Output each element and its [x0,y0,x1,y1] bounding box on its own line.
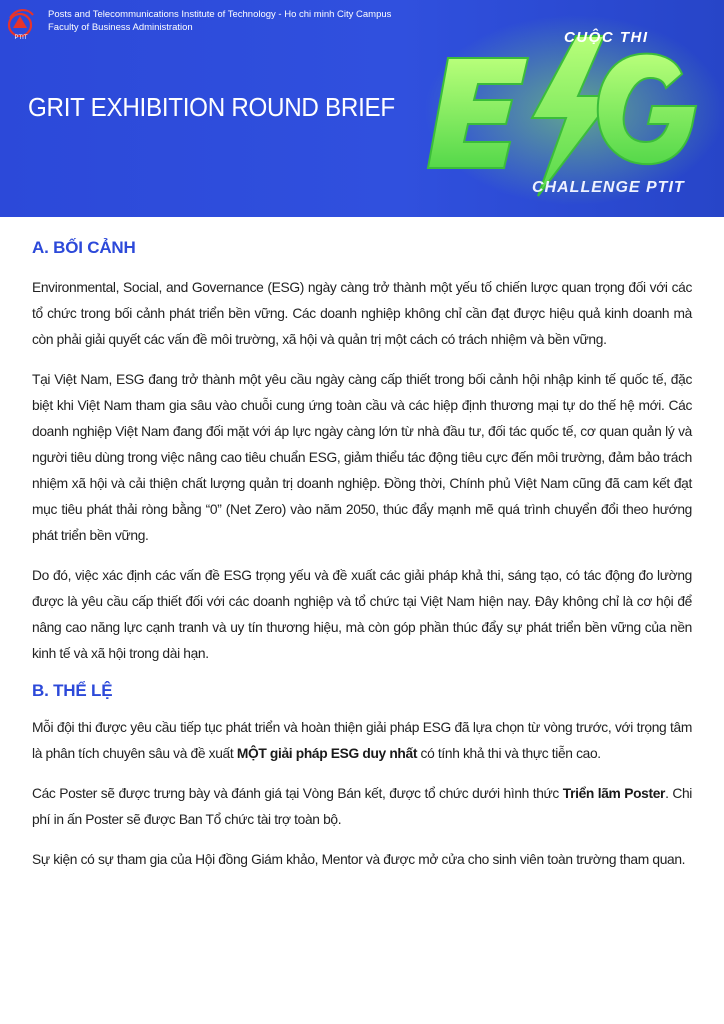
institution-info [48,8,391,34]
brief-content [32,238,692,873]
section-a-paragraph-3: Do đó, việc xác định các vấn đề ESG trọng yếu và đề xuất các giải pháp khả thi, sáng tạo, có tác động đo lường được là yêu cầu cấp thiết đối với các doanh nghiệp và tổ chức tại Việt Nam hiện nay. Đây không chỉ là cơ hội để nâng cao năng lực cạnh tranh và uy tín thương hiệu, mà còn góp phần thúc đẩy sự phát triển bền vững của nền kinh tế và xã hội trong dài hạn. [32,568,692,661]
section-b-paragraph-1 [32,715,692,767]
section-a-heading: A. BỐI CẢNH [32,238,136,257]
bold-text: Triển lãm Poster [562,786,666,801]
institution-name: Posts and Telecommunications Institute of Technology - Ho chi minh City Campus [48,9,392,20]
text-run: có tính khả thi và thực tiễn cao. [417,746,601,761]
section-a-paragraph-2: Tại Việt Nam, ESG đang trở thành một yêu cầu ngày càng cấp thiết trong bối cảnh hội nhập kinh tế quốc tế, đặc biệt khi Việt Nam tham gia sâu vào chuỗi cung ứng toàn cầu và các hiệp định thương mại tự do thế hệ mới. Các doanh nghiệp Việt Nam đang đối mặt với áp lực ngày càng lớn từ nhà đầu tư, đối tác quốc tế, cơ quan quản lý và người tiêu dùng trong việc nâng cao tiêu chuẩn ESG, giảm thiểu tác động tiêu cực đến môi trường, đảm bảo trách nhiệm xã hội và cải thiện chất lượng quản trị doanh nghiệp. Đồng thời, Chính phủ Việt Nam cũng đã cam kết đạt mục tiêu phát thải ròng bằng “0” (Net Zero) vào năm 2050, thúc đẩy mạnh mẽ quá trình chuyển đổi theo hướng phát triển bền vững. [32,372,692,543]
contest-label-bottom: CHALLENGE PTIT [532,179,685,196]
faculty-name: Faculty of Business Administration [48,22,193,33]
page-title: GRIT EXHIBITION ROUND BRIEF [28,92,395,122]
text-run: Các Poster sẽ được trưng bày và đánh giá tại Vòng Bán kết, được tổ chức dưới hình thức [32,786,563,801]
bold-text: MỘT giải pháp ESG duy nhất [236,746,418,761]
ptit-logo-icon [6,6,36,40]
esg-challenge-logo [400,0,724,217]
section-a-paragraph-1: Environmental, Social, and Governance (ESG) ngày càng trở thành một yếu tố chiến lược quan trọng đối với các tổ chức trong bối cảnh phát triển bền vững. Các doanh nghiệp không chỉ cần đạt được hiệu quả kinh doanh mà còn phải giải quyết các vấn đề môi trường, xã hội và quản trị một cách có trách nhiệm và bền vững. [32,280,692,347]
section-b-heading: B. THỂ LỆ [32,681,113,700]
section-b-paragraph-2 [32,781,692,833]
text-run: Mỗi đội thi được yêu cầu tiếp tục phát triển và hoàn thiện giải pháp ESG đã lựa chọn từ vòng trước, với trọng tâm là phân tích chuyên sâu và đề xuất [32,720,692,761]
contest-label-top: CUỘC THI [564,29,649,46]
section-b-paragraph-3: Sự kiện có sự tham gia của Hội đồng Giám khảo, Mentor và được mở cửa cho sinh viên toàn trường tham quan. [32,852,686,867]
header-banner [0,0,724,217]
text-run: . Chi phí in ấn Poster sẽ được Ban Tổ chức tài trợ toàn bộ. [32,786,692,827]
logo-text: PTIT [14,35,28,40]
